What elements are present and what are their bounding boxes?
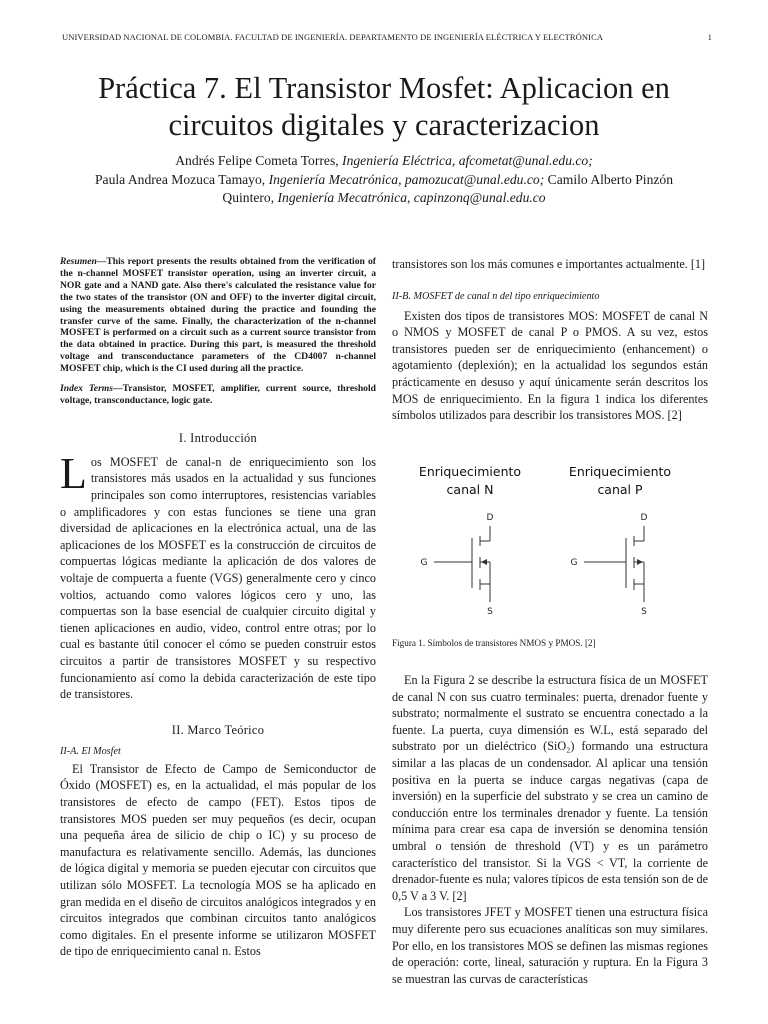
jfet-mosfet-paragraph: Los transistores JFET y MOSFET tienen una estructura física muy diferente pero sus ecuaciones analíticas son muy similares. Por ello, en los transistores MOS se definen las mismas regiones de operación: corte, lineal, saturación y ruptura. En la Figura 3 se muestran las curvas de características — [392, 905, 708, 986]
running-header — [62, 32, 712, 42]
pmos-symbol — [584, 526, 644, 602]
running-head-text: UNIVERSIDAD NACIONAL DE COLOMBIA. FACULTAD DE INGENIERÍA. DEPARTAMENTO DE INGENIERÍA ELÉCTRICA Y ELECTRÓNICA — [62, 32, 604, 42]
abstract — [60, 256, 376, 375]
intro-paragraph — [60, 448, 376, 703]
right-column — [392, 256, 708, 424]
pmos-source-label: S — [641, 607, 647, 617]
author-2-name: Paula Andrea Mozuca Tamayo, — [95, 171, 266, 187]
abstract-label: Resumen — [60, 256, 97, 267]
left-column — [60, 256, 376, 960]
author-3-name-part2: Quintero, — [222, 190, 275, 205]
author-3-affiliation: Ingeniería Mecatrónica, capinzonq@unal.edu.co — [277, 190, 546, 205]
right-column-lower — [392, 672, 708, 987]
pmos-gate-label: G — [570, 558, 578, 568]
pmos-title-line1: Enriquecimiento — [568, 464, 672, 479]
figure-1-caption-label: Figura 1. — [392, 638, 426, 648]
mosfet-paragraph: El Transistor de Efecto de Campo de Semiconductor de Óxido (MOSFET) es, en la actualidad, el más popular de los transistores de efecto de campo (FET). Estos tipos de transistores MOS pueden ser muy pequeños (es decir, ocupan una pequeña área de silicio de chip o IC) y su proceso de manufactura es relativamente sencillo. Además, las dunciones de lógica digital y memoria se pueden ejecutar con circuitos que utilizan sólo MOSFET. La tecnología MOS se ha aplicado en gran medida en el diseño de circuitos analógicos integrados y en circuitos integrados que combinan circuitos tanto analógicos como digitales. En el presente informe se utilizaron MOSFET de tipo de enriquecimiento canal n. Estos — [60, 761, 376, 959]
index-terms-label: Index Terms — [60, 383, 113, 395]
index-terms-text: —Transistor, MOSFET, amplifier, current source, threshold voltage, transconductance, logic gate. — [60, 383, 376, 406]
author-1-affiliation: Ingeniería Eléctrica, afcometat@unal.edu.co; — [342, 153, 593, 168]
subsection-heading-el-mosfet: II-A. El Mosfet — [60, 745, 121, 757]
subsection-heading-canal-n: II-B. MOSFET de canal n del tipo enriquecimiento — [392, 290, 600, 302]
index-terms — [60, 383, 376, 407]
author-3-name-part1: Camilo Alberto Pinzón — [547, 171, 673, 187]
intro-paragraph-text: os MOSFET de canal-n de enriquecimiento son los transistores más usados en la actualidad y sus funciones principales son como interruptores, resistencias variables o amplificadores y con estas funciones se tiene una gran diversidad de aplicaciones en la electrónica actual, una de las aplicaciones de los MOSFET es la construcción de circuitos de compuertas lógicas mediante la aplicación de dos valores de voltaje de compuerta a fuente (VGS) generalmente cero y cinco voltios, actuando como valores lógicos cero y uno, las compuertas son la base esencial de cualquier circuito digital y tienen aplicaciones en audio, video, control entre otras; por lo cual es bastante útil conocer el cómo se pueden construir estos circuitos a partir de transistores MOSFET y su respectivo funcionamiento así como la debida caracterización de este tipo de transistores. — [60, 454, 376, 702]
pmos-title-line2: canal P — [597, 482, 643, 497]
mosfet-paragraph-continued: transistores son los más comunes e importantes actualmente. [1] — [392, 257, 706, 271]
paper-title — [40, 70, 728, 144]
nmos-source-label: S — [487, 607, 493, 617]
abstract-text: —This report presents the results obtained from the verification of the n-channel MOSFET transistor operation, using an inverter circuit, a NOR gate and a NAND gate. Also there's calculated the resistance value for the two states of the transistor (ON and OFF) to the inverter digital circuit, using the measurements obtained during the practice and founding the transfer curve of the same. Finally, the characterization of the n-channel MOSFET is performed on a circuit such as a current source transistor from the data obtained in practice. During this part, is measured the threshold voltage and transconductance parameters of the CD4007 n-channel MOSFET chip, which is the CI used during all the practice. — [60, 256, 376, 375]
section-heading-marco-teorico: II. Marco Teórico — [171, 722, 265, 737]
mos-types-paragraph: Existen dos tipos de transistores MOS: MOSFET de canal N o NMOS y MOSFET de canal P o PMOS. A su vez, estos transistores pueden ser de enriquecimiento (enhancement) o agotamiento (deplexión); en la actualidad los segundos están prácticamente en desuso y aquí únicamente serán descritos los MOS de enriquecimiento. En la figura 1 indica los diferentes símbolos utilizados para describir los transistores MOS. [2] — [392, 308, 708, 423]
pmos-drain-label: D — [640, 513, 648, 523]
nmos-drain-label: D — [486, 513, 494, 523]
nmos-title-line1: Enriquecimiento — [418, 464, 522, 479]
mosfet-symbols-diagram — [392, 462, 708, 622]
author-block — [60, 152, 708, 208]
figure-1 — [392, 462, 708, 622]
title-line-1: Práctica 7. El Transistor Mosfet: Aplicacion en — [98, 71, 670, 105]
figure-1-caption — [392, 638, 708, 648]
physical-structure-paragraph: En la Figura 2 se describe la estructura física de un MOSFET de canal N con sus cuatro terminales: puerta, drenador fuente y substrato; normalmente el sustrato se encuentra conectado a la fuente. La puerta, cuya dimensión es W.L, está separado del substrato por un dieléctrico (SiO₂) formando una estructura similar a las placas de un condensador. Al aplicar una tensión positiva en la puerta se induce cargas negativas (capa de inversión) en la superficie del substrato y se crea un camino de conducción entre los terminales drenador y fuente. La tensión mínima para crear esa capa de inversión se denomina tensión umbral o tensión de threshold (VT) y es un parámetro característico del transistor. Si la VGS < VT, la corriente de drenador-fuente es nula; valores típicos de esta tensión son de de 0,5 V a 3 V. [2] — [392, 673, 708, 903]
author-2-affiliation: Ingeniería Mecatrónica, pamozucat@unal.edu.co; — [268, 171, 545, 187]
author-1-name: Andrés Felipe Cometa Torres, — [175, 153, 339, 168]
section-heading-introduccion: I. Introducción — [178, 430, 258, 445]
nmos-gate-label: G — [420, 558, 428, 568]
nmos-symbol — [434, 526, 490, 602]
title-line-2: circuitos digitales y caracterizacion — [168, 108, 600, 142]
figure-1-caption-text: Símbolos de transistores NMOS y PMOS. [2] — [427, 638, 596, 648]
nmos-arrow-icon — [481, 559, 487, 565]
nmos-title-line2: canal N — [446, 482, 494, 497]
drop-cap: L — [60, 448, 87, 498]
pmos-arrow-icon — [637, 559, 643, 565]
page-number: 1 — [707, 32, 712, 42]
